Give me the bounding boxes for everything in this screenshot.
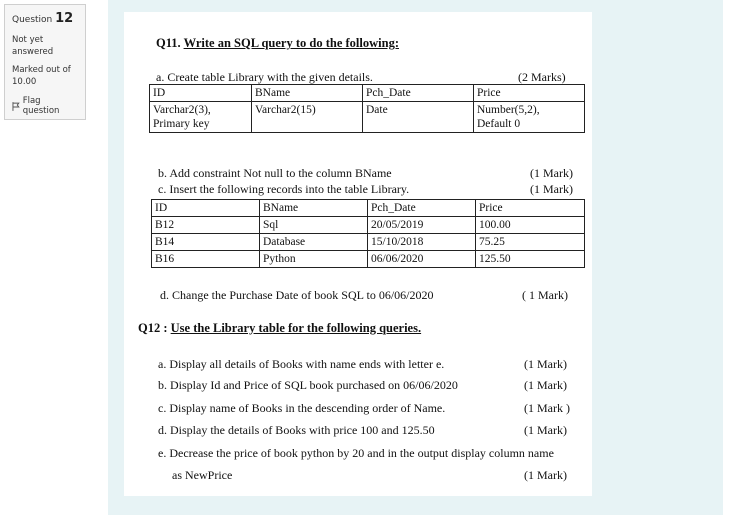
table-cell: Number(5,2), Default 0 — [474, 102, 585, 133]
q12-item-text: a. Display all details of Books with name ends with letter e. — [158, 357, 445, 371]
table-cell: Pch_Date — [368, 200, 476, 217]
table-cell: Price — [474, 85, 585, 102]
question-word: Question — [12, 15, 53, 25]
q11-d-text: d. Change the Purchase Date of book SQL to 06/06/2020 — [160, 288, 434, 302]
table-cell: Sql — [260, 217, 368, 234]
library-records-table — [151, 199, 585, 268]
q11-title: Write an SQL query to do the following: — [183, 36, 399, 50]
q12-item-text: d. Display the details of Books with price 100 and 125.50 — [158, 423, 435, 437]
flag-question-button[interactable] — [12, 96, 78, 116]
q12-item-marks: (1 Mark) — [524, 423, 567, 437]
table-cell: 100.00 — [476, 217, 585, 234]
marked-line2: 10.00 — [12, 77, 37, 87]
question-number — [12, 11, 78, 26]
status-line1: Not yet — [12, 35, 44, 45]
flag-icon — [12, 102, 20, 111]
table-cell: 20/05/2019 — [368, 217, 476, 234]
question-info-panel — [4, 4, 86, 120]
table-cell: Date — [363, 102, 474, 133]
q11-a-text: a. Create table Library with the given details. — [156, 70, 373, 84]
q12-e-marks: (1 Mark) — [524, 468, 567, 482]
q11-a-marks: (2 Marks) — [518, 70, 566, 84]
table-header-row — [152, 200, 585, 217]
q11-d-marks: ( 1 Mark) — [522, 288, 568, 302]
table-cell: B16 — [152, 251, 260, 268]
q11-c-text: c. Insert the following records into the table Library. — [158, 182, 410, 196]
table-cell: B14 — [152, 234, 260, 251]
q11-b-marks: (1 Mark) — [530, 166, 573, 180]
flag-question-label: Flag question — [22, 96, 60, 116]
table-cell: Pch_Date — [363, 85, 474, 102]
q11-c-marks: (1 Mark) — [530, 182, 573, 196]
q12-e-text-line2: as NewPrice — [172, 468, 233, 482]
table-cell: Python — [260, 251, 368, 268]
marked-line1: Marked out of — [12, 65, 71, 75]
table-cell: 75.25 — [476, 234, 585, 251]
q12-item-marks: (1 Mark) — [524, 357, 567, 371]
status-line2: answered — [12, 47, 54, 57]
table-cell: BName — [252, 85, 363, 102]
table-cell: 15/10/2018 — [368, 234, 476, 251]
table-cell: B12 — [152, 217, 260, 234]
q12-prefix: Q12 : — [138, 321, 168, 335]
q12-title: Use the Library table for the following queries. — [170, 321, 422, 335]
question-image — [124, 12, 592, 496]
q11-prefix: Q11. — [156, 36, 181, 50]
table-row — [152, 217, 585, 234]
q12-heading — [138, 321, 421, 336]
table-cell: Varchar2(15) — [252, 102, 363, 133]
table-cell: ID — [150, 85, 252, 102]
table-cell: Price — [476, 200, 585, 217]
table-cell: BName — [260, 200, 368, 217]
library-structure-table — [149, 84, 585, 133]
table-row — [150, 102, 585, 133]
table-cell: 125.50 — [476, 251, 585, 268]
q12-item-text: b. Display Id and Price of SQL book purchased on 06/06/2020 — [158, 378, 458, 392]
q12-item-text: c. Display name of Books in the descending order of Name. — [158, 401, 446, 415]
q11-heading — [156, 36, 399, 51]
question-number-value: 12 — [55, 11, 74, 26]
q12-e-text: e. Decrease the price of book python by 20 and in the output display column name — [158, 446, 554, 460]
table-row — [152, 251, 585, 268]
table-cell: 06/06/2020 — [368, 251, 476, 268]
table-cell: Database — [260, 234, 368, 251]
q11-b-text: b. Add constraint Not null to the column BName — [158, 166, 392, 180]
table-row — [152, 234, 585, 251]
table-header-row — [150, 85, 585, 102]
table-cell: ID — [152, 200, 260, 217]
table-cell: Varchar2(3), Primary key — [150, 102, 252, 133]
q12-item-marks: (1 Mark) — [524, 378, 567, 392]
q12-item-marks: (1 Mark ) — [524, 401, 570, 415]
